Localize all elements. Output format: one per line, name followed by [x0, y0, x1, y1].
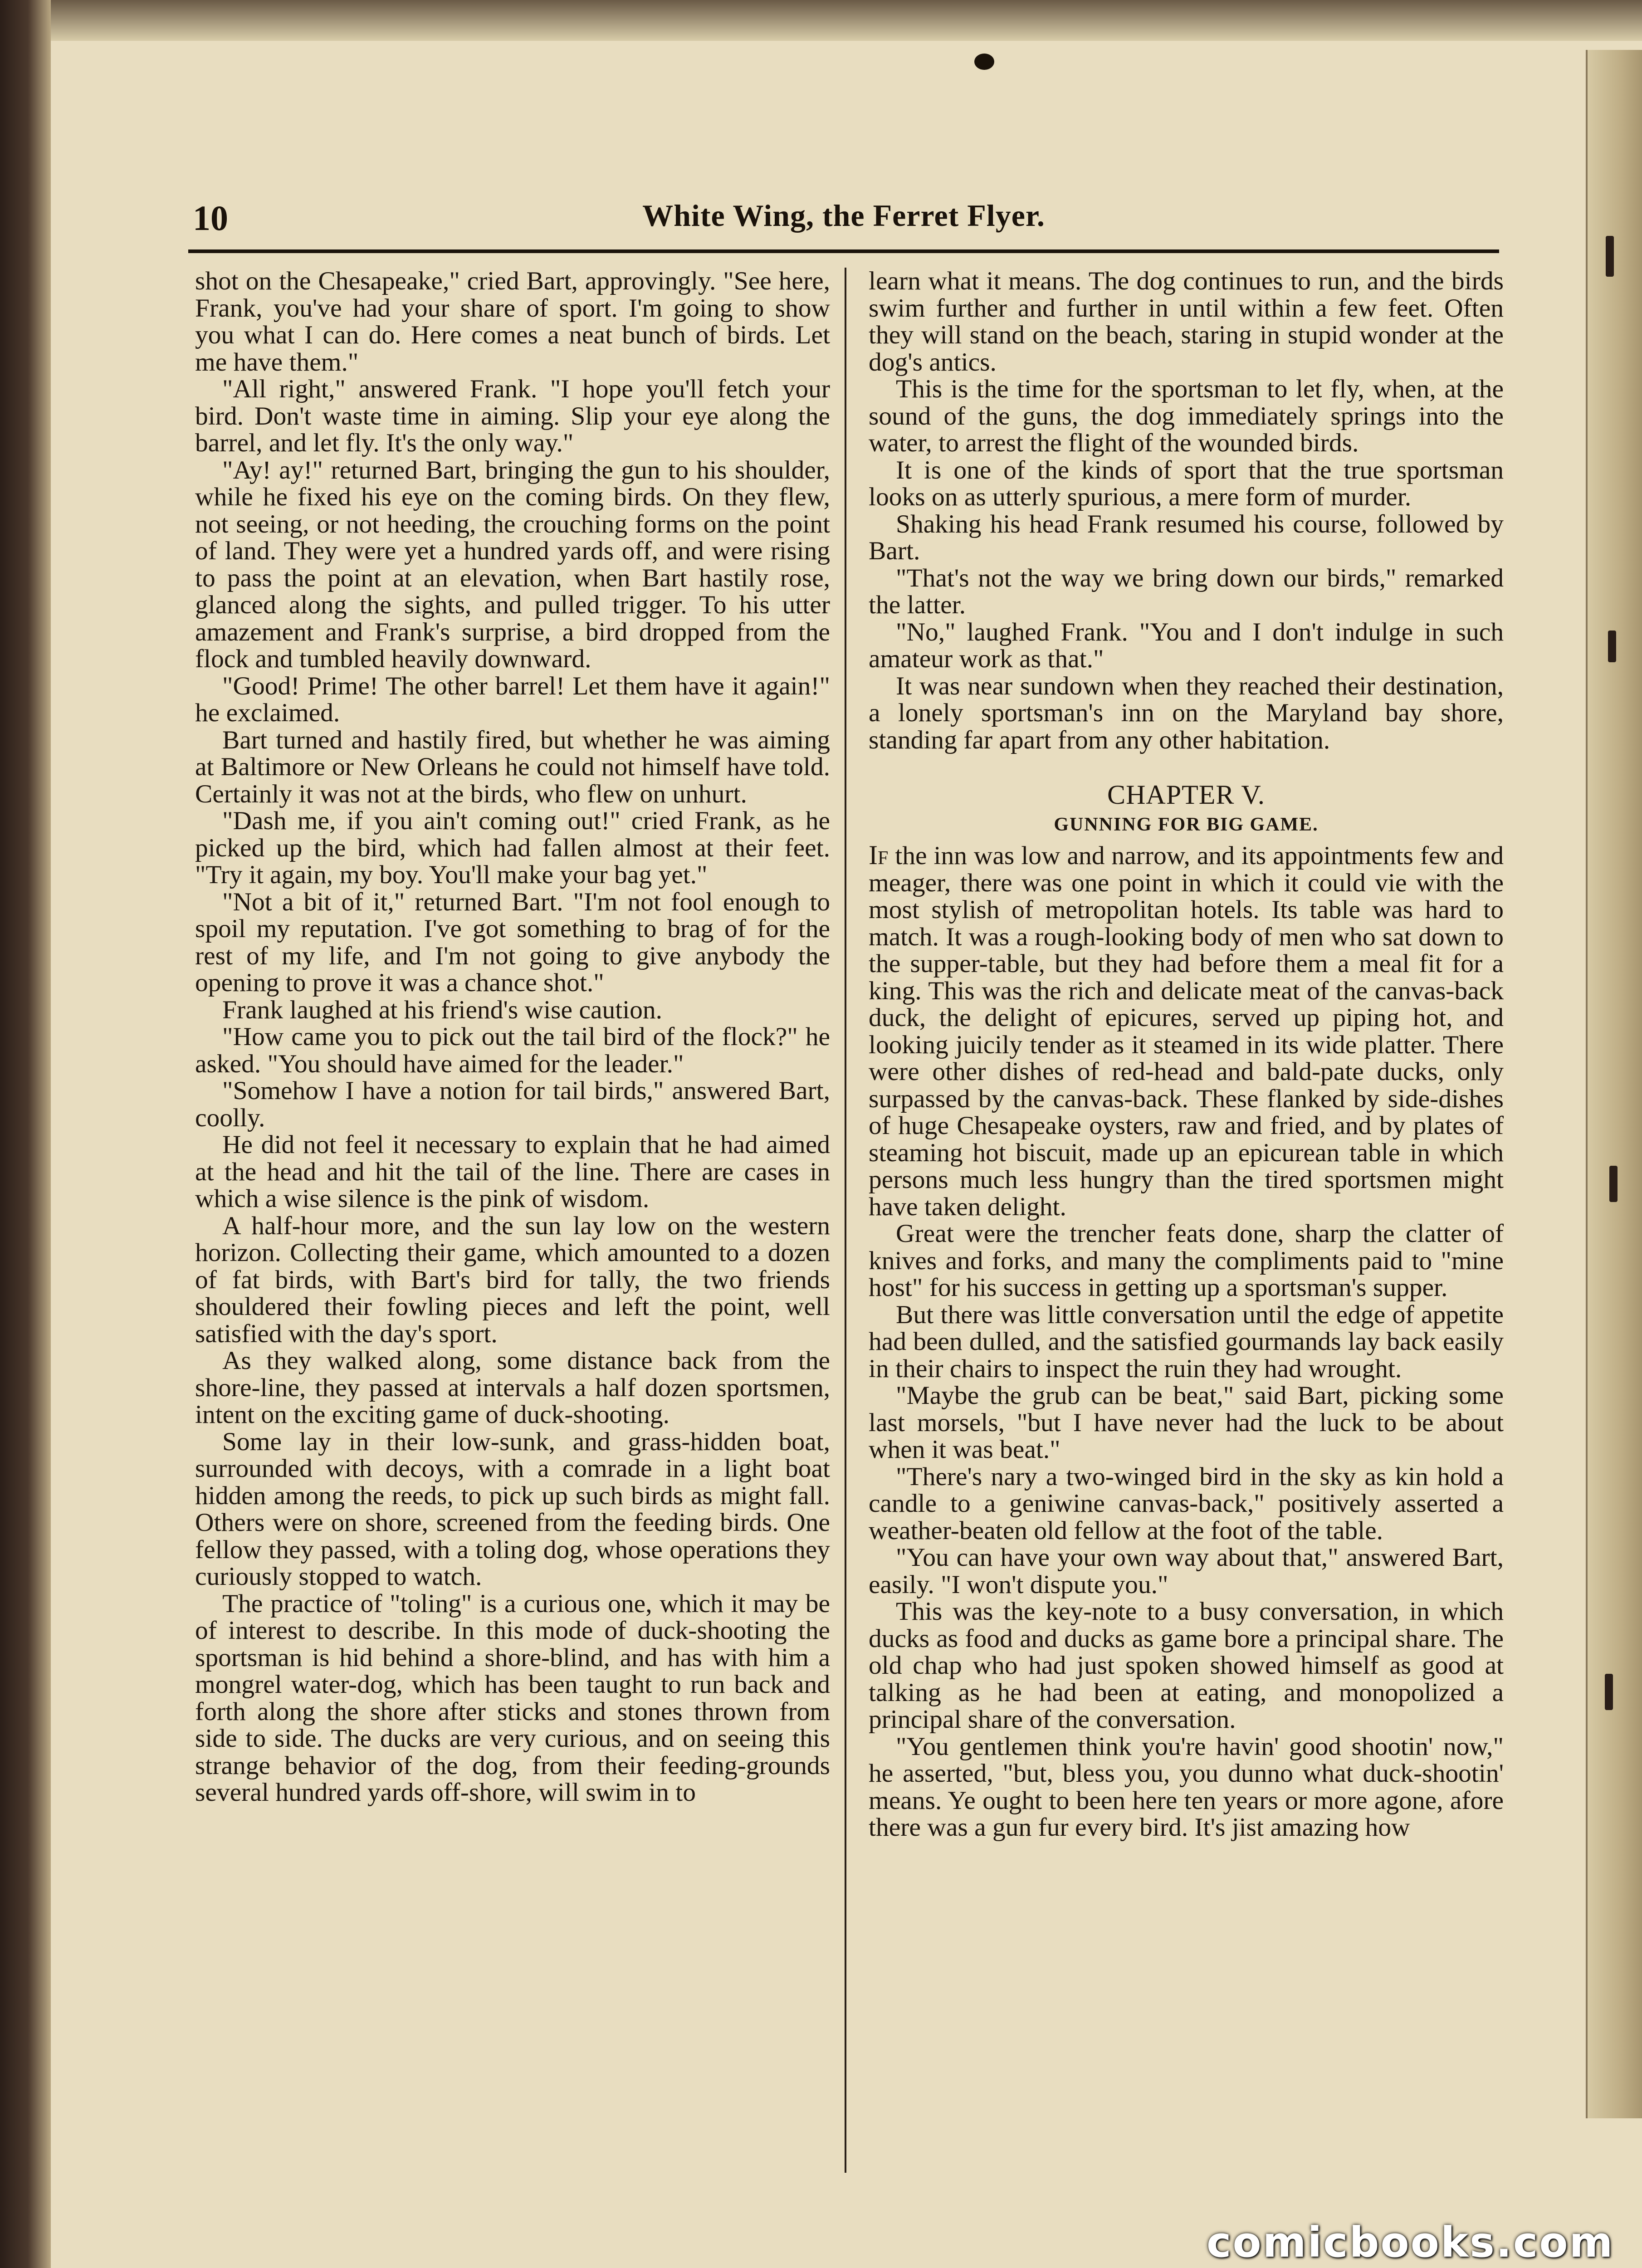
paragraph: "You can have your own way about that," answered Bart, easily. "I won't dispute you." — [869, 1543, 1504, 1599]
left-text-column — [195, 268, 830, 1806]
chapter-opening-paragraph — [869, 842, 1504, 1220]
binding-hole — [974, 54, 994, 70]
watermark: comicbooks.com — [1207, 2218, 1614, 2267]
running-title: White Wing, the Ferret Flyer. — [642, 198, 1045, 233]
paragraph: This was the key-note to a busy conversation, in which ducks as food and ducks as game bore a principal share. The old chap who had just spoken showed himself as good at talking as he had been at eating, and monopolized a principal share of the conversation. — [869, 1597, 1504, 1734]
paragraph: "No," laughed Frank. "You and I don't indulge in such amateur work as that." — [869, 617, 1504, 673]
right-column-top-text — [869, 268, 1504, 753]
header-rule — [188, 249, 1499, 253]
chapter-subtitle: GUNNING FOR BIG GAME. — [1054, 814, 1319, 835]
paragraph: The practice of "toling" is a curious one, which it may be of interest to describe. In this mode of duck-shooting the sportsman is hid behind a shore-blind, and has with him a mongrel water-dog, which has been taught to run back and forth along the shore after sticks and stones thrown from side to side. The ducks are very curious, and on seeing this strange behavior of the dog, from their feeding-grounds several hundred yards off-shore, will swim in to — [195, 1589, 830, 1807]
paragraph: Some lay in their low-sunk, and grass-hidden boat, surrounded with decoys, with a comrade in a light boat hidden among the reeds, to pick up such birds as might fall. Others were on shore, screened from the feeding birds. One fellow they passed, with a toling dog, whose operations they curiously stopped to watch. — [195, 1427, 830, 1591]
staple-mark — [1606, 236, 1614, 277]
paragraph: "That's not the way we bring down our birds," remarked the latter. — [869, 563, 1504, 619]
paragraph: "There's nary a two-winged bird in the sky as kin hold a candle to a geniwine canvas-back," positively asserted a weather-beaten old fellow at the foot of the table. — [869, 1462, 1504, 1545]
page-number: 10 — [193, 198, 228, 238]
paragraph: "You gentlemen think you're havin' good shootin' now," he asserted, "but, bless you, you dunno what duck-shootin' means. Ye ought to been here ten years or more agone, afore there was a gun fur every bird. It's jist amazing how — [869, 1732, 1504, 1842]
column-divider — [845, 268, 846, 2173]
paragraph: shot on the Chesapeake," cried Bart, approvingly. "See here, Frank, you've had your share of sport. I'm going to show you what I can do. Here comes a neat bunch of birds. Let me have them." — [195, 267, 830, 376]
paragraph: As they walked along, some distance back from the shore-line, they passed at intervals a half dozen sportsmen, intent on the exciting game of duck-shooting. — [195, 1346, 830, 1429]
paragraph: "All right," answered Frank. "I hope you'll fetch your bird. Don't waste time in aiming. Slip your eye along the barrel, and let fly. It's the only way." — [195, 375, 830, 457]
paragraph: "How came you to pick out the tail bird of the flock?" he asked. "You should have aimed for the leader." — [195, 1022, 830, 1078]
paragraph: A half-hour more, and the sun lay low on the western horizon. Collecting their game, which amounted to a dozen of fat birds, with Bart's bird for tally, the two friends shouldered their fowling pieces and left the point, well satisfied with the day's sport. — [195, 1211, 830, 1348]
paragraph: "Not a bit of it," returned Bart. "I'm not fool enough to spoil my reputation. I've got something to brag of for the rest of my life, and I'm not going to give anybody the opening to prove it was a chance shot." — [195, 887, 830, 997]
paragraph: learn what it means. The dog continues to run, and the birds swim further and further in until within a few feet. Often they will stand on the beach, staring in stupid wonder at the dog's antics. — [869, 267, 1504, 376]
staple-mark — [1608, 631, 1616, 662]
book-page — [179, 181, 1508, 2223]
paragraph: It is one of the kinds of sport that the true sportsman looks on as utterly spurious, a mere form of murder. — [869, 455, 1504, 511]
staple-mark — [1609, 1166, 1618, 1202]
staple-mark — [1605, 1674, 1613, 1710]
right-text-column — [869, 268, 1504, 1841]
paragraph: Frank laughed at his friend's wise caution. — [222, 995, 663, 1024]
drop-cap: If — [869, 840, 889, 870]
paragraph: "Somehow I have a notion for tail birds," answered Bart, coolly. — [195, 1076, 830, 1132]
page-header — [179, 181, 1508, 249]
right-column-bottom-text — [869, 1220, 1504, 1841]
paragraph: This is the time for the sportsman to let fly, when, at the sound of the guns, the dog immediately springs into the water, to arrest the flight of the wounded birds. — [869, 375, 1504, 457]
left-binding-edge — [0, 0, 51, 2268]
paragraph: It was near sundown when they reached their destination, a lonely sportsman's inn on the Maryland bay shore, standing far apart from any other habitation. — [869, 671, 1504, 754]
paragraph: "Good! Prime! The other barrel! Let them have it again!" he exclaimed. — [195, 671, 830, 727]
paragraph: "Dash me, if you ain't coming out!" cried Frank, as he picked up the bird, which had fallen almost at their feet. "Try it again, my boy. You'll make your bag yet." — [195, 807, 830, 889]
top-page-edge — [51, 0, 1642, 41]
paragraph: But there was little conversation until the edge of appetite had been dulled, and the satisfied gourmands lay back easily in their chairs to inspect the ruin they had wrought. — [869, 1300, 1504, 1383]
paragraph: "Ay! ay!" returned Bart, bringing the gun to his shoulder, while he fixed his eye on the coming birds. On they flew, not seeing, or not heeding, the crouching forms on the point of land. They were yet a hundred yards off, and were rising to pass the point at an elevation, when Bart hastily rose, glanced along the sights, and pulled trigger. To his utter amazement and Frank's surprise, a bird dropped from the flock and tumbled heavily downward. — [195, 455, 830, 673]
paragraph: Bart turned and hastily fired, but whether he was aiming at Baltimore or New Orleans he could not himself have told. Certainly it was not at the birds, who flew on unhurt. — [195, 725, 830, 808]
right-adjacent-page-edge — [1586, 50, 1642, 2118]
chapter-title: CHAPTER V. — [1107, 780, 1265, 810]
paragraph: Shaking his head Frank resumed his course, followed by Bart. — [869, 509, 1504, 565]
paragraph-text: the inn was low and narrow, and its appointments few and meager, there was one point in which it could vie with the most stylish of metropolitan hotels. Its table was hard to match. It was a rough-looking body of men who sat down to the supper-table, but they had before them a meal fit for a king. This was the rich and delicate meat of the canvas-back duck, the delight of epicures, served up piping hot, and looking juicily tender as it steamed in its wide platter. There were other dishes of red-head and bald-pate ducks, only surpassed by the canvas-back. These flanked by side-dishes of huge Chesapeake oysters, raw and fried, and by plates of steaming hot biscuit, made up an epicurean table in which persons much less hungry than the tired sportsmen might have taken delight. — [869, 841, 1504, 1221]
paragraph: He did not feel it necessary to explain that he had aimed at the head and hit the tail of the line. There are cases in which a wise silence is the pink of wisdom. — [195, 1130, 830, 1213]
paragraph: Great were the trencher feats done, sharp the clatter of knives and forks, and many the compliments paid to "mine host" for his success in getting up a sportsman's supper. — [869, 1219, 1504, 1302]
paragraph: "Maybe the grub can be beat," said Bart, picking some last morsels, "but I have never had the luck to be about when it was beat." — [869, 1381, 1504, 1464]
